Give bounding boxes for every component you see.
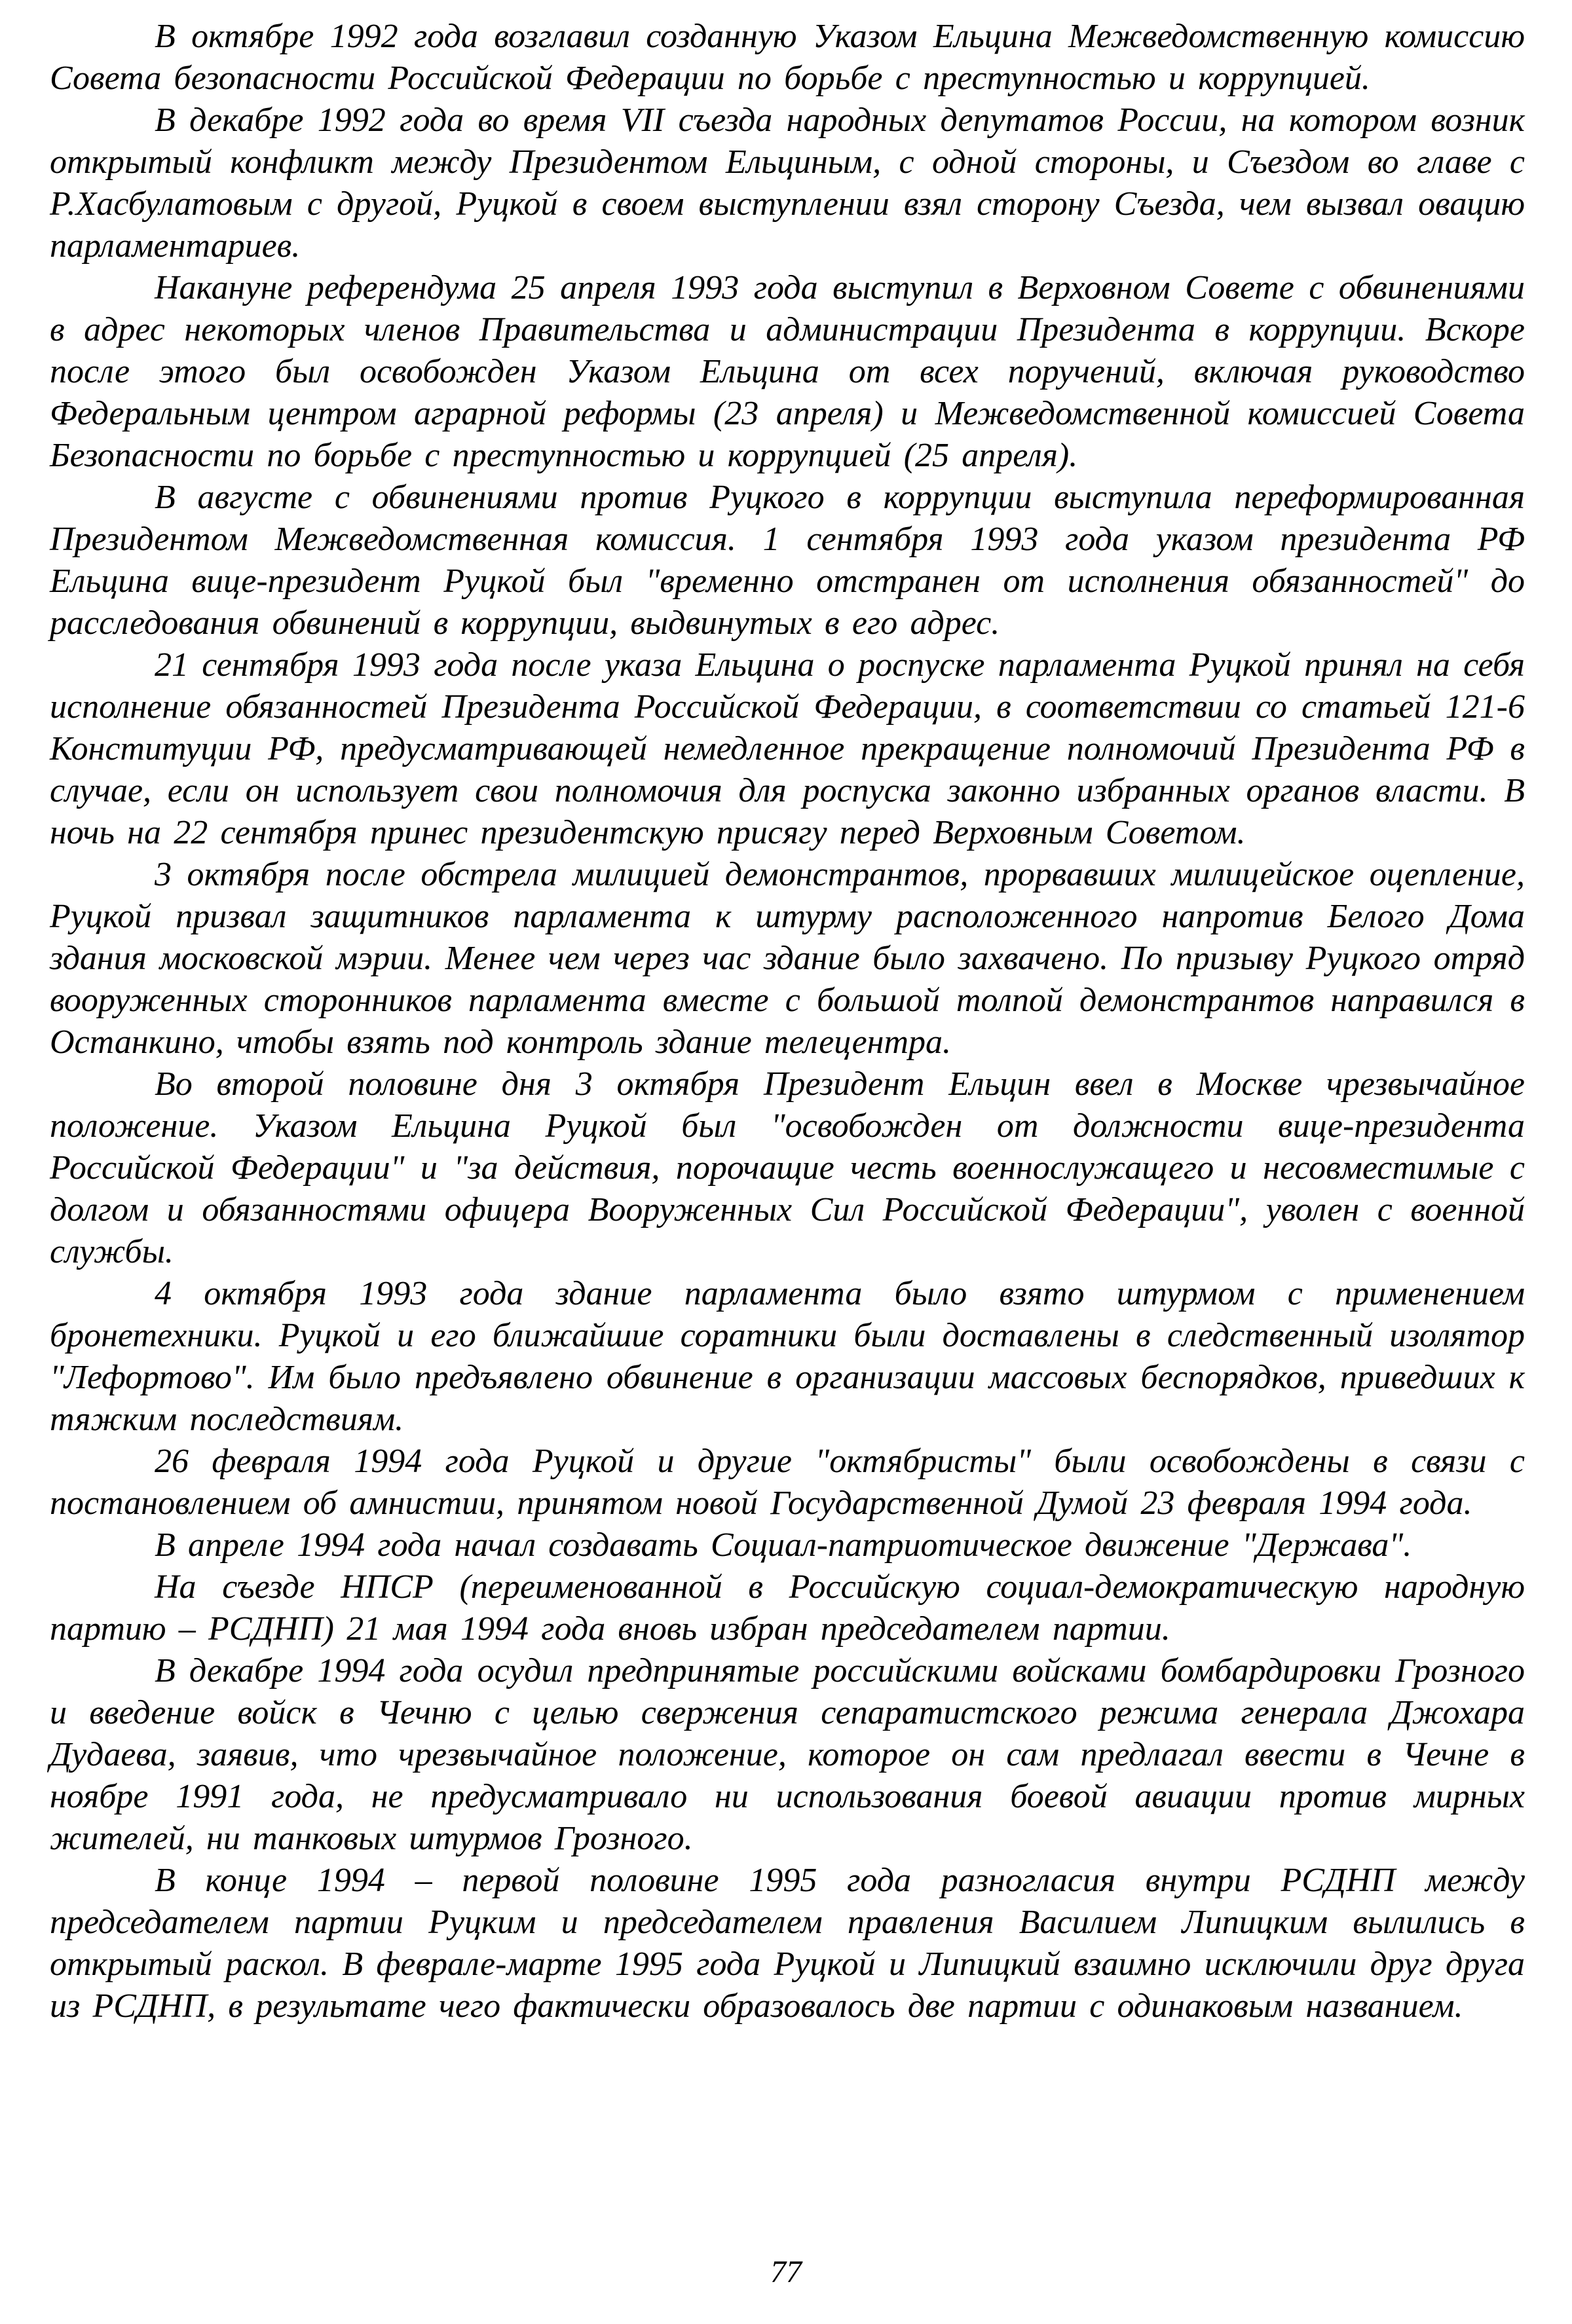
paragraph: В декабре 1992 года во время VII съезда народных депутатов России, на котором возник открытый конфликт между Президентом Ельциным, с одной стороны, и Съездом во главе с Р.Хасбулатовым с другой, Руцкой в своем выступлении взял сторону Съезда, чем вызвал овацию парламентариев. bbox=[50, 101, 1525, 265]
paragraph: 3 октября после обстрела милицией демонстрантов, прорвавших милицейское оцепление, Руцкой призвал защитников парламента к штурму расположенного напротив Белого Дома здания московской мэрии. Менее чем через час здание было захвачено. По призыву Руцкого отряд вооруженных сторонников парламента вместе с большой толпой демонстрантов направился в Останкино, чтобы взять под контроль здание телецентра. bbox=[50, 856, 1525, 1061]
paragraph: В конце 1994 – первой половине 1995 года разногласия внутри РСДНП между председателем партии Руцким и председателем правления Василием Липицким вылились в открытый раскол. В феврале-марте 1995 года Руцкой и Липицкий взаимно исключили друг друга из РСДНП, в результате чего фактически образовалось две партии с одинаковым названием. bbox=[50, 1862, 1525, 2025]
paragraph: Накануне референдума 25 апреля 1993 года выступил в Верховном Совете с обвинениями в адрес некоторых членов Правительства и администрации Президента в коррупции. Вскоре после этого был освобожден Указом Ельцина от всех поручений, включая руководство Федеральным центром аграрной реформы (23 апреля) и Межведомственной комиссией Совета Безопасности по борьбе с преступностью и коррупцией (25 апреля). bbox=[50, 269, 1525, 474]
paragraph: Во второй половине дня 3 октября Президент Ельцин ввел в Москве чрезвычайное положение. Указом Ельцина Руцкой был "освобожден от должности вице-президента Российской Федерации" и "за действия, порочащие честь военнослужащего и несовместимые с долгом и обязанностями офицера Вооруженных Сил Российской Федерации", уволен с военной службы. bbox=[50, 1065, 1525, 1270]
paragraph: 4 октября 1993 года здание парламента было взято штурмом с применением бронетехники. Руцкой и его ближайшие соратники были доставлены в следственный изолятор "Лефортово". Им было предъявлено обвинение в организации массовых беспорядков, приведших к тяжким последствиям. bbox=[50, 1275, 1525, 1438]
paragraph: 21 сентября 1993 года после указа Ельцина о роспуске парламента Руцкой принял на себя исполнение обязанностей Президента Российской Федерации, в соответствии со статьей 121-6 Конституции РФ, предусматривающей немедленное прекращение полномочий Президента РФ в случае, если он использует свои полномочия для роспуска законно избранных органов власти. В ночь на 22 сентября принес президентскую присягу перед Верховным Советом. bbox=[50, 646, 1525, 851]
paragraph: В апреле 1994 года начал создавать Социал-патриотическое движение "Держава". bbox=[155, 1526, 1412, 1564]
paragraph: В августе с обвинениями против Руцкого в коррупции выступила переформированная Президентом Межведомственная комиссия. 1 сентября 1993 года указом президента РФ Ельцина вице-президент Руцкой был "временно отстранен от исполнения обязанностей" до расследования обвинений в коррупции, выдвинутых в его адрес. bbox=[50, 479, 1525, 642]
paragraph: На съезде НПСР (переименованной в Российскую социал-демократическую народную партию – РСДНП) 21 мая 1994 года вновь избран председателем партии. bbox=[50, 1568, 1525, 1648]
paragraph: 26 февраля 1994 года Руцкой и другие "октябристы" были освобождены в связи с постановлением об амнистии, принятом новой Государственной Думой 23 февраля 1994 года. bbox=[50, 1443, 1525, 1522]
page-number: 77 bbox=[770, 2255, 802, 2289]
paragraph: В декабре 1994 года осудил предпринятые российскими войсками бомбардировки Грозного и введение войск в Чечню с целью свержения сепаратистского режима генерала Джохара Дудаева, заявив, что чрезвычайное положение, которое он сам предлагал ввести в Чечне в ноябре 1991 года, не предусматривало ни использования боевой авиации против мирных жителей, ни танковых штурмов Грозного. bbox=[50, 1652, 1525, 1857]
paragraph: В октябре 1992 года возглавил созданную Указом Ельцина Межведомственную комиссию Совета безопасности Российской Федерации по борьбе с преступностью и коррупцией. bbox=[50, 18, 1525, 97]
